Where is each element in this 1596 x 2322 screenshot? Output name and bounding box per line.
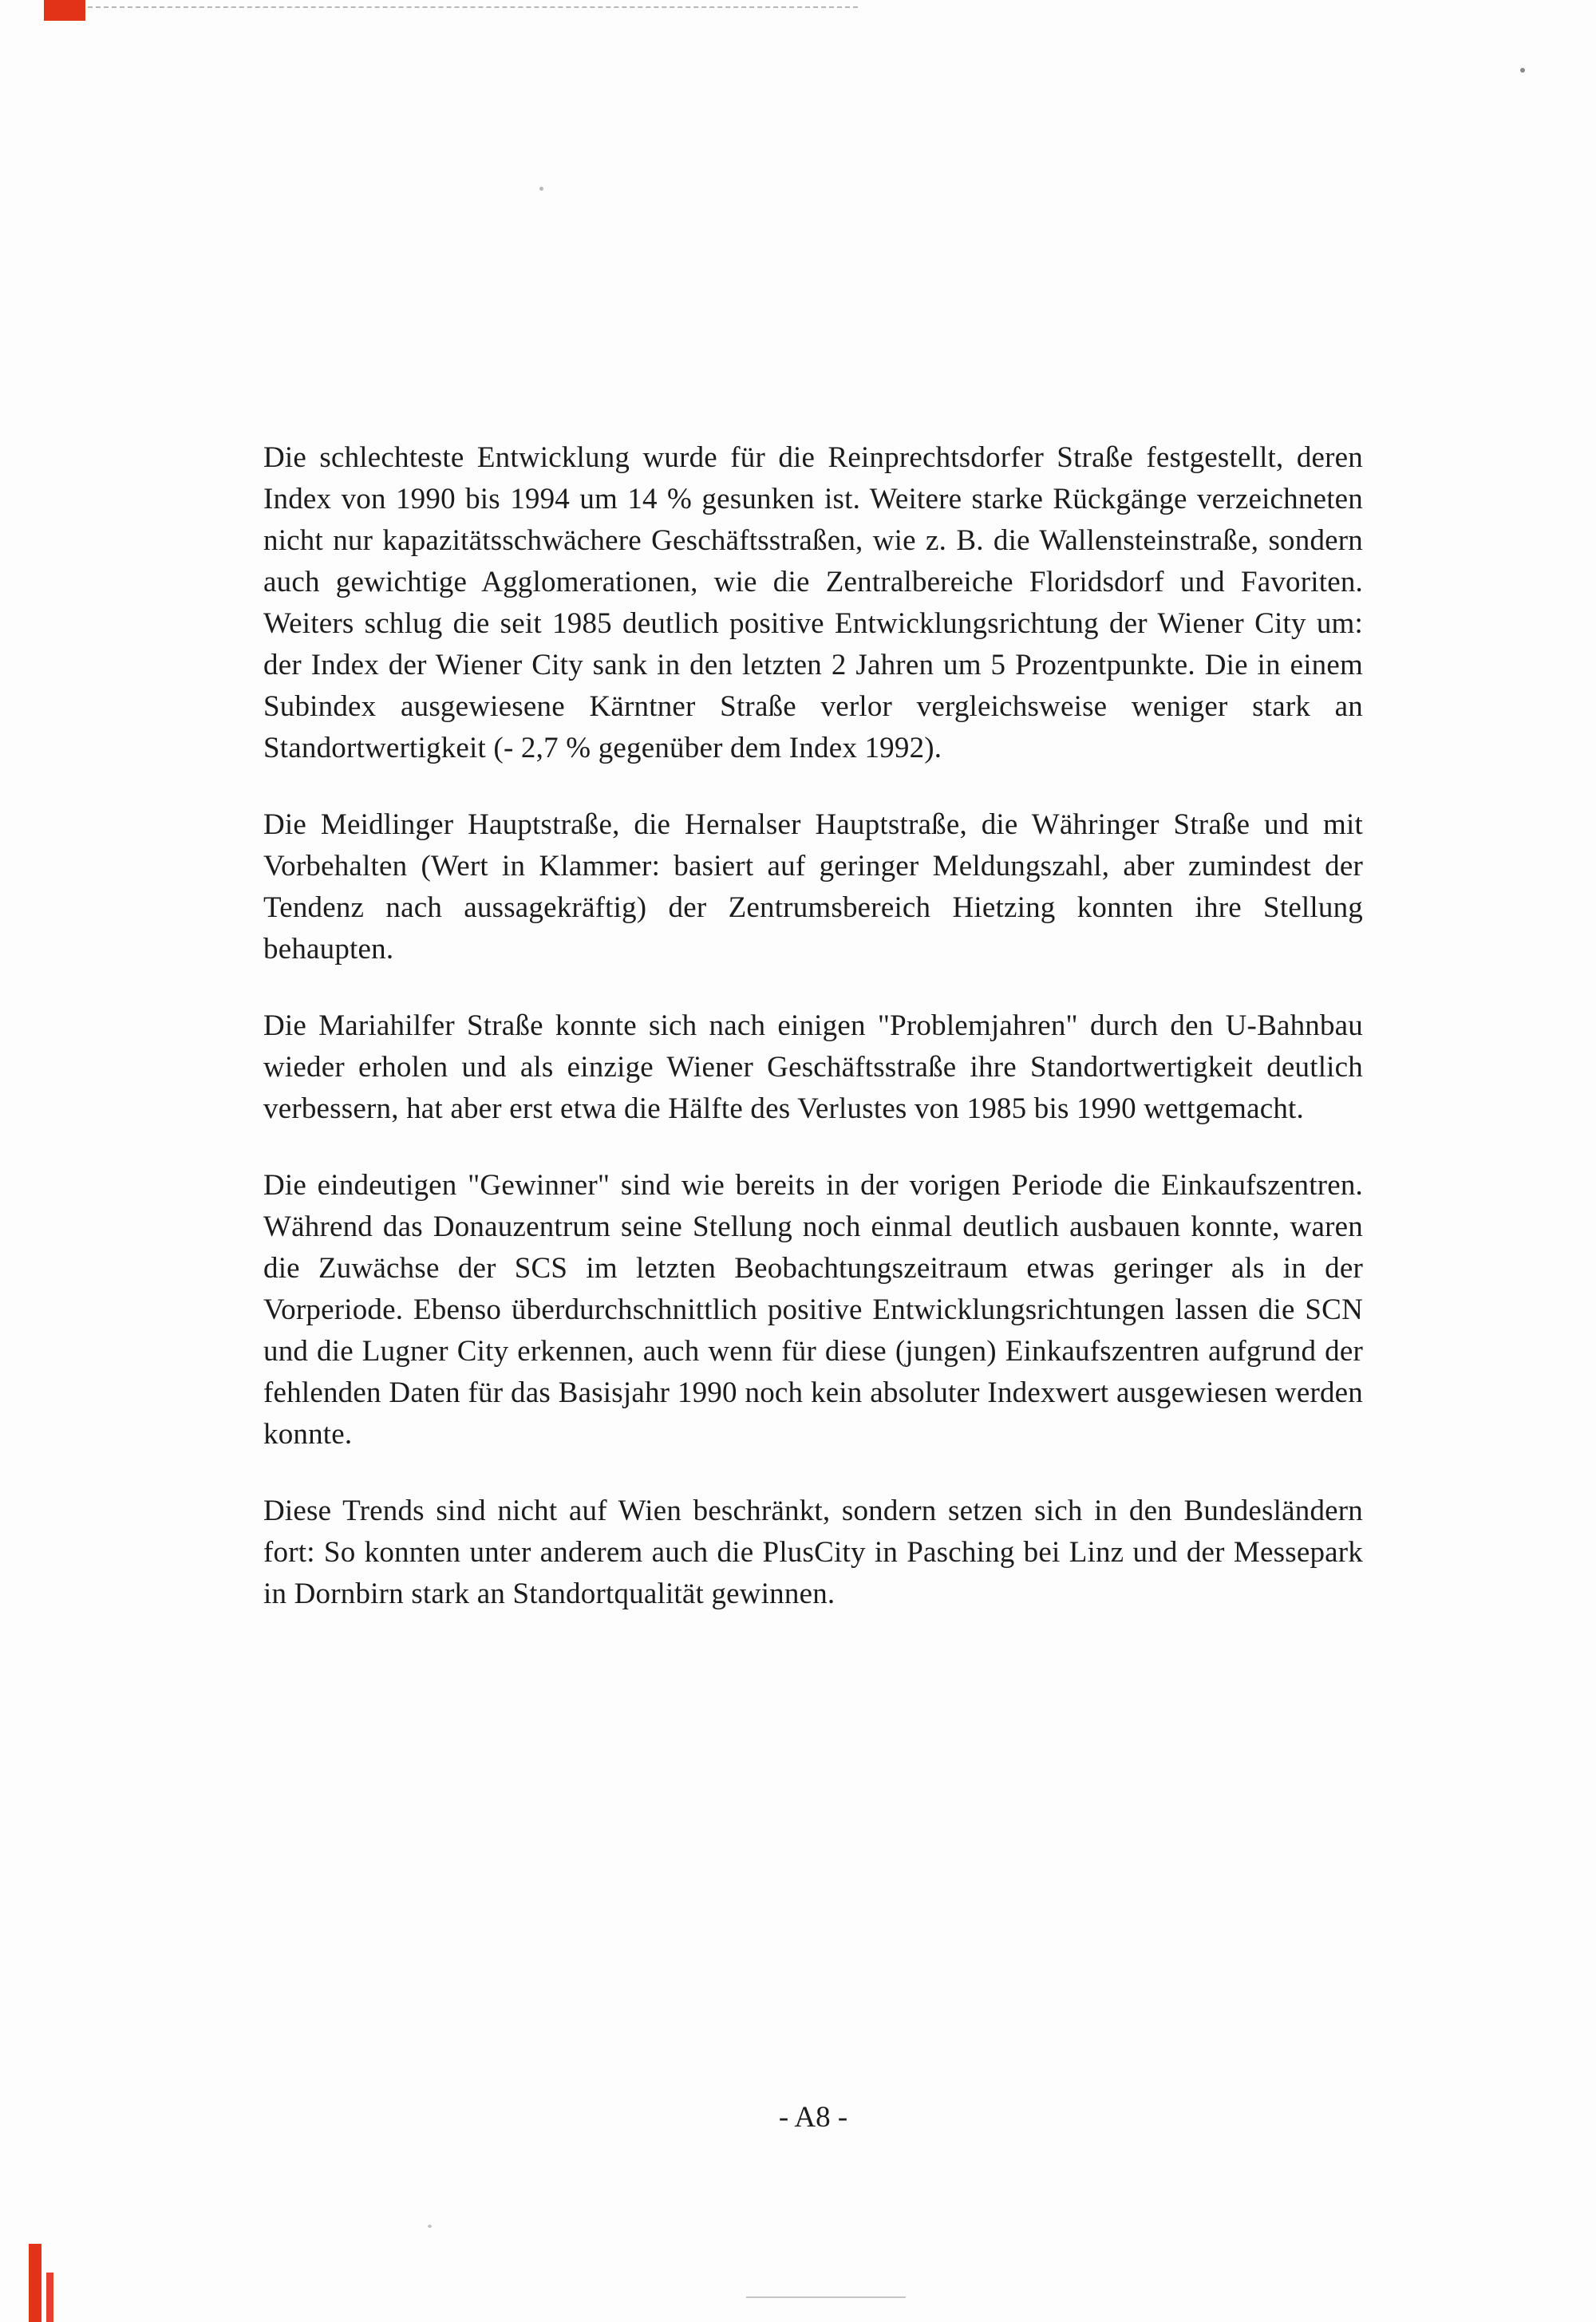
paragraph: Die Meidlinger Hauptstraße, die Hernalser Hauptstraße, die Währinger Straße und mit Vorbehalten (Wert in Klammer: basiert auf geringer Meldungszahl, aber zumindest der Tendenz nach aussagekräftig) der Zentrumsbereich Hietzing konnten ihre Stellung behaupten. bbox=[263, 808, 1363, 966]
scan-speck bbox=[1520, 68, 1525, 73]
scan-speck bbox=[428, 2225, 432, 2228]
red-scan-bar-bottom-left-1 bbox=[29, 2244, 41, 2322]
paragraph: Die Mariahilfer Straße konnte sich nach einigen "Problemjahren" durch den U-Bahnbau wieder erholen und als einzige Wiener Geschäftsstraße ihre Standortwertigkeit deutlich verbessern, hat aber erst etwa die Hälfte des Verlustes von 1985 bis 1990 wettgemacht. bbox=[263, 1009, 1363, 1125]
scan-speck bbox=[539, 187, 543, 191]
scan-line-bottom bbox=[746, 2296, 906, 2298]
paragraph: Die schlechteste Entwicklung wurde für die Reinprechtsdorfer Straße festgestellt, deren Index von 1990 bis 1994 um 14 % gesunken ist. Weitere starke Rückgänge verzeichneten nicht nur kapazitätsschwächere Geschäftsstraßen, wie z. B. die Wallensteinstraße, sondern auch gewichtige Agglomerationen, wie die Zentralbereiche Floridsdorf und Favoriten. Weiters schlug die seit 1985 deutlich positive Entwicklungsrichtung der Wiener City um: der Index der Wiener City sank in den letzten 2 Jahren um 5 Prozentpunkte. Die in einem Subindex ausgewiesene Kärntner Straße verlor vergleichsweise weniger stark an Standortwertigkeit (- 2,7 % gegenüber dem Index 1992). bbox=[263, 441, 1363, 764]
dashed-scan-line-top bbox=[88, 6, 858, 8]
paragraph: Die eindeutigen "Gewinner" sind wie bereits in der vorigen Periode die Einkaufszentren. Während das Donauzentrum seine Stellung noch einmal deutlich ausbauen konnte, waren die Zuwächse der SCS im letzten Beobachtungszeitraum etwas geringer als in der Vorperiode. Ebenso überdurchschnittlich positive Entwicklungsrichtungen lassen die SCN und die Lugner City erkennen, auch wenn für diese (jungen) Einkaufszentren aufgrund der fehlenden Daten für das Basisjahr 1990 noch kein absoluter Indexwert ausgewiesen werden konnte. bbox=[263, 1169, 1363, 1451]
page-number: - A8 - bbox=[778, 2101, 848, 2134]
red-scan-bar-bottom-left-2 bbox=[46, 2273, 53, 2322]
red-scan-mark-top bbox=[44, 0, 85, 21]
document-text-column bbox=[263, 437, 1363, 1650]
paragraph: Diese Trends sind nicht auf Wien beschränkt, sondern setzen sich in den Bundesländern fort: So konnten unter anderem auch die PlusCity in Pasching bei Linz und der Messepark in Dornbirn stark an Standortqualität gewinnen. bbox=[263, 1495, 1363, 1610]
